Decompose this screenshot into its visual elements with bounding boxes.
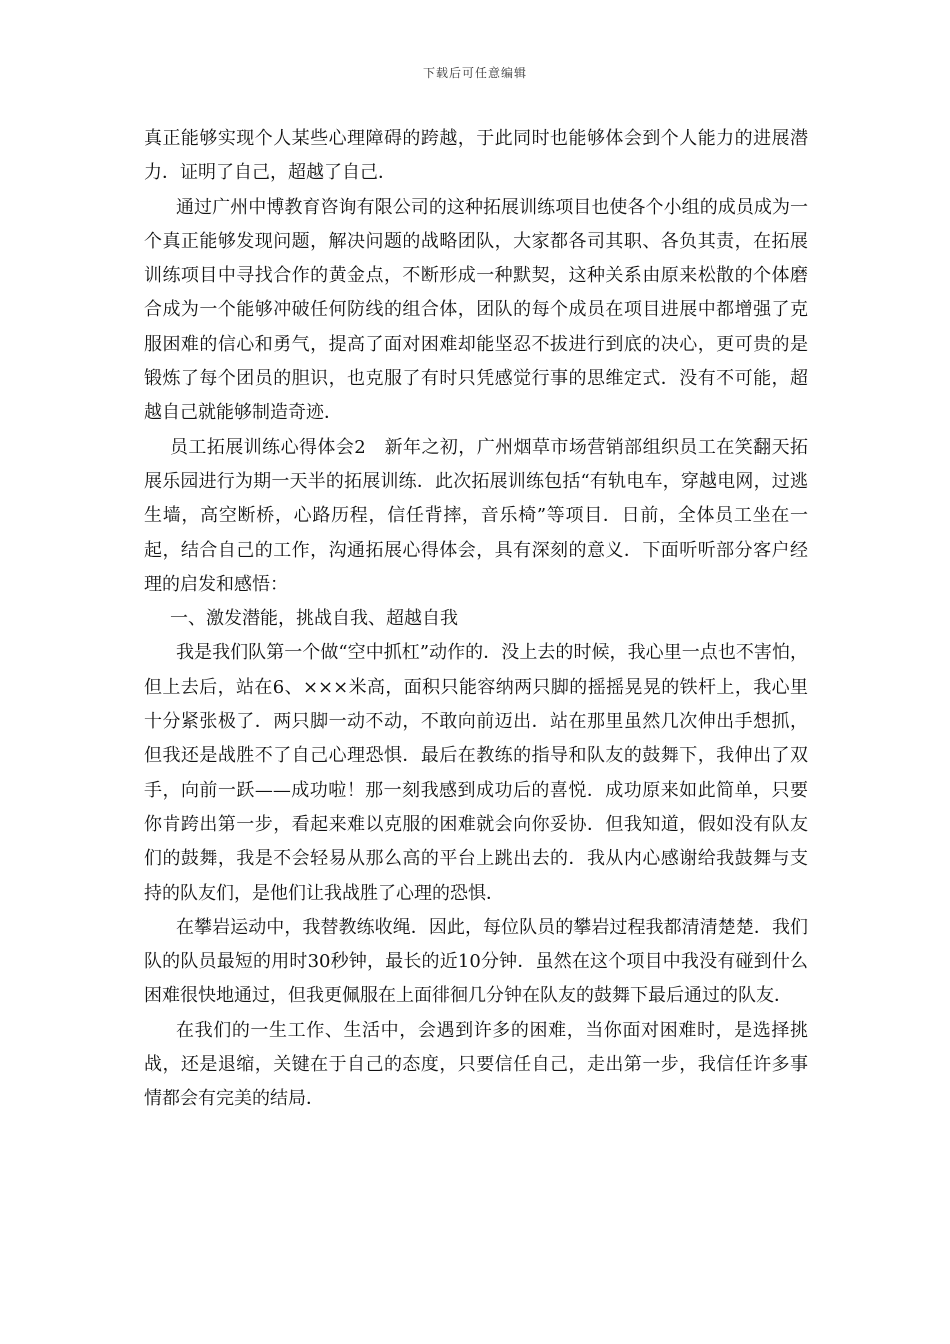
- paragraph-6: 在我们的一生工作、生活中，会遇到许多的困难，当你面对困难时，是选择挑战，还是退缩，关键在于自己的态度，只要信任自己，走出第一步，我信任许多事情都会有完美的结局．: [144, 1019, 808, 1110]
- paragraph-5: 在攀岩运动中，我替教练收绳．因此，每位队员的攀岩过程我都清清楚楚．我们队的队员最短的用时30秒钟，最长的近10分钟．虽然在这个项目中我没有碰到什么困难很快地通过，但我更佩服在上面徘徊几分钟在队友的鼓舞下最后通过的队友．: [144, 916, 808, 1007]
- document-body: [144, 122, 808, 1117]
- paragraph-4: 我是我们队第一个做“空中抓杠”动作的．没上去的时候，我心里一点也不害怕，但上去后，站在6、×××米高，面积只能容纳两只脚的摇摇晃晃的铁杆上，我心里十分紧张极了．两只脚一动不动，不敢向前迈出．站在那里虽然几次伸出手想抓，但我还是战胜不了自己心理恐惧．最后在教练的指导和队友的鼓舞下，我伸出了双手，向前一跃——成功啦！那一刻我感到成功后的喜悦．成功原来如此简单，只要你肯跨出第一步，看起来难以克服的困难就会向你妥协．但我知道，假如没有队友们的鼓舞，我是不会轻易从那么高的平台上跳出去的．我从内心感谢给我鼓舞与支持的队友们，是他们让我战胜了心理的恐惧．: [144, 642, 808, 904]
- paragraph-2: 通过广州中博教育咨询有限公司的这种拓展训练项目也使各个小组的成员成为一个真正能够发现问题，解决问题的战略团队，大家都各司其职、各负其责，在拓展训练项目中寻找合作的黄金点，不断形成一种默契，这种关系由原来松散的个体磨合成为一个能够冲破任何防线的组合体，团队的每个成员在项目进展中都增强了克服困难的信心和勇气，提高了面对困难却能坚忍不拔进行到底的决心，更可贵的是锻炼了每个团员的胆识，也克服了有时只凭感觉行事的思维定式．没有不可能，超越自己就能够制造奇迹．: [144, 196, 808, 424]
- paragraph-3: 员工拓展训练心得体会2 新年之初，广州烟草市场营销部组织员工在笑翻天拓展乐园进行为期一天半的拓展训练．此次拓展训练包括“有轨电车，穿越电网，过逃生墙，高空断桥，心路历程，信任背摔，音乐椅”等项目．日前，全体员工坐在一起，结合自己的工作，沟通拓展心得体会，具有深刻的意义．下面听听部分客户经理的启发和感悟：: [144, 436, 808, 595]
- paragraph-1: 真正能够实现个人某些心理障碍的跨越，于此同时也能够体会到个人能力的进展潜力．证明了自己，超越了自己．: [144, 128, 808, 184]
- page-header: 下载后可任意编辑: [422, 66, 527, 80]
- section-heading: 一、激发潜能，挑战自我、超越自我: [170, 608, 458, 630]
